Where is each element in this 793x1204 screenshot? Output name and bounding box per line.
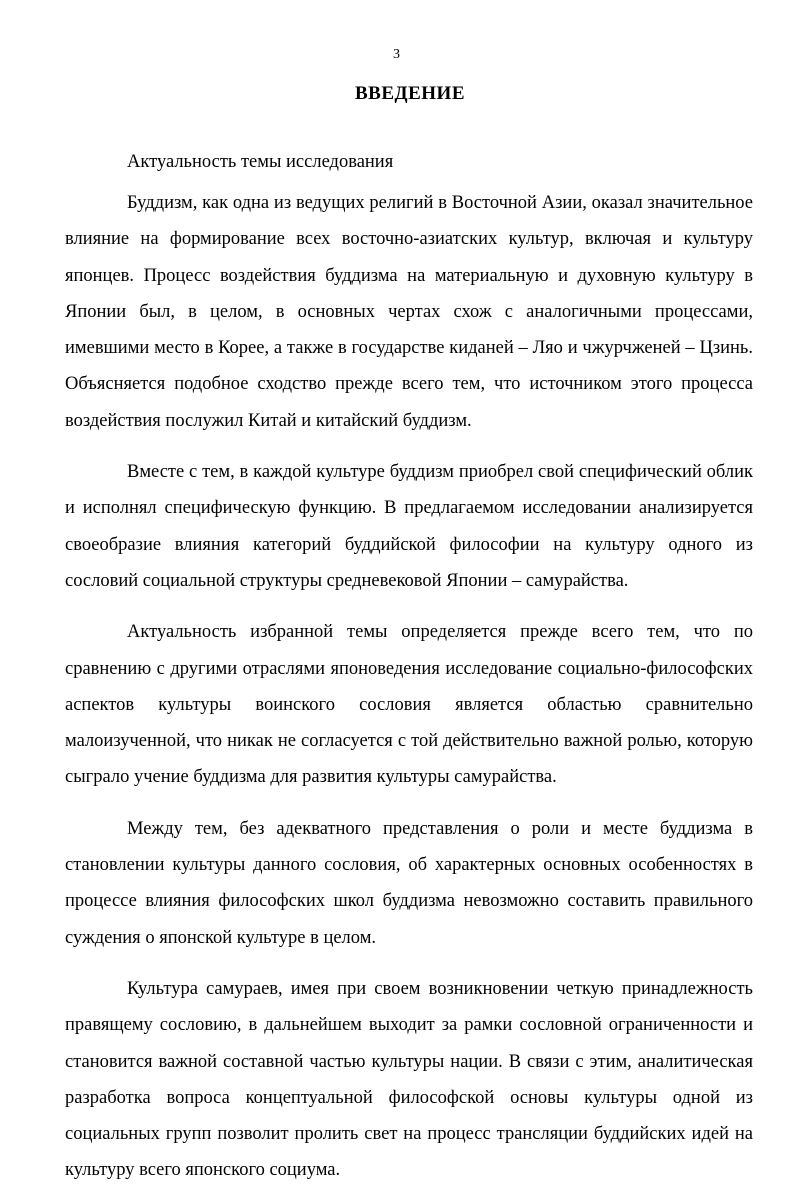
paragraph: Буддизм, как одна из ведущих религий в Восточной Азии, оказал значительное влияние на формирование всех восточно-азиатских культур, включая и культуру японцев. Процесс воздействия буддизма на материальную и духовную культуру в Японии был, в целом, в основных чертах схож с аналогичными процессами, имевшими место в Корее, а также в государстве киданей – Ляо и чжурчженей – Цзинь. Объясняется подобное сходство прежде всего тем, что источником этого процесса воздействия послужил Китай и китайский буддизм. [65, 193, 753, 431]
paragraph: Между тем, без адекватного представления о роли и месте буддизма в становлении культуры данного сословия, об характерных основных особенностях в процессе влияния философских школ буддизма невозможно составить правильного суждения о японской культуре в целом. [65, 818, 753, 948]
paragraph: Актуальность избранной темы определяется прежде всего тем, что по сравнению с другими отраслями японоведения исследование социально-философских аспектов культуры воинского сословия является областью сравнительно малоизученной, что никак не согласуется с той действительно важной ролью, которую сыграло учение буддизма для развития культуры самурайства. [65, 622, 753, 788]
body-text [65, 185, 753, 1204]
page-number: 3 [393, 47, 400, 62]
page-title: ВВЕДЕНИЕ [355, 83, 465, 104]
paragraph: Вместе с тем, в каждой культуре буддизм приобрел свой специфический облик и исполнял специфическую функцию. В предлагаемом исследовании анализируется своеобразие влияния категорий буддийской философии на культуру одного из сословий социальной структуры средневековой Японии – самурайства. [65, 462, 753, 591]
section-heading: Актуальность темы исследования [127, 152, 394, 172]
paragraph: Культура самураев, имея при своем возникновении четкую принадлежность правящему сословию, в дальнейшем выходит за рамки сословной ограниченности и становится важной составной частью культуры нации. В связи с этим, аналитическая разработка вопроса концептуальной философской основы культуры одной из социальных групп позволит пролить свет на процесс трансляции буддийских идей на культуру всего японского социума. [65, 978, 753, 1181]
